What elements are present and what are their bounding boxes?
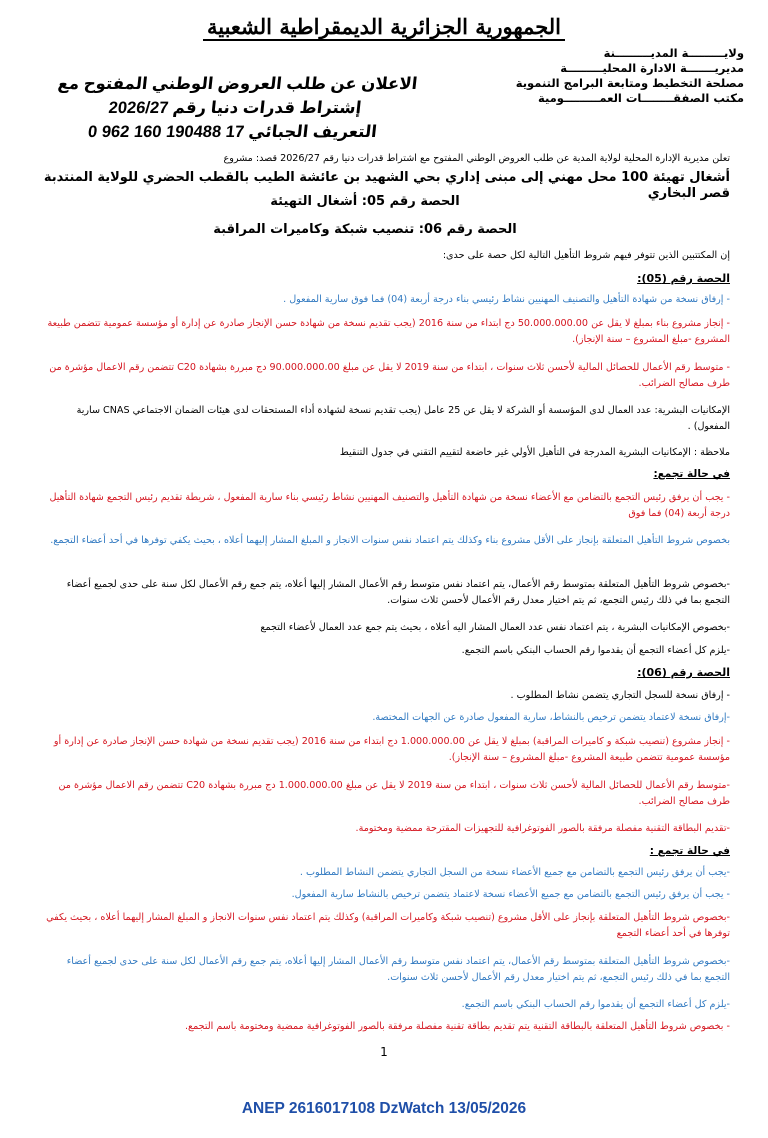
- lot05-group-item: -بخصوص شروط التأهيل المتعلقة بمتوسط رقم الأعمال، يتم اعتماد نفس متوسط رقم الأعمال المشار إليها أعلاه، يتم جمع رقم الأعمال لكل سنة على حدى لجميع أعضاء التجمع بما في ذلك رئيس التجمع، ثم يتم اختيار معدل رقم الأعمال لأحسن ثلاث سنوات.: [66, 579, 730, 606]
- lot05-item: - متوسط رقم الأعمال للحصائل المالية لأحسن ثلاث سنوات ، ابتداء من سنة 2019 لا يقل عن مبلغ 90.000.000.00 دج مبررة بشهادة C20 تتضمن رقم الاعمال مؤشرة من طرف مصالح الضرائب.: [49, 362, 730, 389]
- lot05-group-item: -بخصوص الإمكانيات البشرية ، يتم اعتماد نفس عدد العمال المشار اليه أعلاه ، بحيث يتم جمع عدد العمال لأعضاء التجمع: [260, 622, 730, 633]
- project-title: أشغال تهيئة 100 محل مهني إلى مبنى إداري بحي الشهيد بن عائشة الطيب بالقطب الحضري للولاية المنتدبة قصر البخاري: [43, 170, 730, 201]
- lot06-group-item: - بخصوص شروط التأهيل المتعلقة بالبطاقة التقنية يتم تقديم بطاقة تقنية مفصلة مرفقة بالصور الفوتوغرافية ممضية ومختومة باسم التجمع.: [184, 1021, 730, 1032]
- page-number: 1: [380, 1045, 388, 1059]
- lot06-item: - إرفاق نسخة للسجل التجاري يتضمن نشاط المطلوب .: [510, 690, 730, 701]
- lot05-group-item: - يجب أن يرفق رئيس التجمع بالتضامن مع الأعضاء نسخة من شهادة التأهيل والتصنيف المهنيين نشاط رئيسي بناء سارية المفعول ، شريطة تقديم رئيس التجمع شهادة التأهيل درجة أربعة (04) فما فوق: [49, 492, 730, 519]
- lot05-group-item: -يلزم كل أعضاء التجمع أن يقدموا رقم الحساب البنكي باسم التجمع.: [461, 645, 730, 656]
- intro-line: تعلن مديرية الإدارة المحلية لولاية المدية عن طلب العروض الوطني المفتوح مع اشتراط قدرات دنيا رقم 2026/27 قصد: مشروع: [223, 153, 730, 164]
- republic-title: الجمهورية الجزائرية الديمقراطية الشعبية: [0, 14, 768, 39]
- lot05-item: - إرفاق نسخة من شهادة التأهيل والتصنيف المهنيين نشاط رئيسي بناء درجة أربعة (04) فما فوق سارية المفعول .: [283, 294, 730, 305]
- lot06-item: -متوسط رقم الأعمال للحصائل المالية لأحسن ثلاث سنوات ، ابتداء من سنة 2019 لا يقل عن مبلغ 1.000.000.00 دج مبررة بشهادة C20 تتضمن رقم الاعمال مؤشرة من طرف مصالح الضرائب.: [58, 780, 730, 807]
- lot06-group-title: في حالة تجمع :: [649, 845, 730, 857]
- lot06-group-item: - يجب أن يرفق رئيس التجمع بالتضامن مع جميع الأعضاء نسخة لاعتماد يتضمن ترخيص بالنشاط سارية المفعول.: [291, 889, 730, 900]
- lot05-group-item: بخصوص شروط التأهيل المتعلقة بإنجاز على الأقل مشروع بناء وكذلك يتم اعتماد نفس سنوات الانجاز و المبلغ المشار إليهما أعلاه ، بحيث يكفي توفرها في أحد أعضاء التجمع.: [50, 535, 730, 546]
- lot06-title: الحصة رقم (06):: [637, 666, 730, 679]
- announcement-headline: [36, 72, 434, 144]
- lot06-group-item: -بخصوص شروط التأهيل المتعلقة بإنجاز على الأقل مشروع (تنصيب شبكة وكاميرات المراقبة) وكذلك يتم اعتماد نفس سنوات الانجاز و المبلغ المشار إليهما أعلاه ، بحيث يكفي توفرها في أحد أعضاء التجمع: [46, 912, 730, 939]
- lot06-group-item: -يلزم كل أعضاء التجمع أن يقدموا رقم الحساب البنكي باسم التجمع.: [461, 999, 730, 1010]
- admin-block: [484, 46, 744, 106]
- footer-reference: ANEP 2616017108 DzWatch 13/05/2026: [241, 1100, 527, 1117]
- lot06-group-item: -يجب أن يرفق رئيس التجمع بالتضامن مع جميع الأعضاء نسخة من السجل التجاري يتضمن النشاط المطلوب .: [299, 867, 730, 878]
- admin-line: مكتب الصفقــــــــات العمـــــــــومية: [538, 91, 744, 105]
- lot05-item: - إنجاز مشروع بناء بمبلغ لا يقل عن 50.000.000.00 دج ابتداء من سنة 2016 (يجب تقديم نسخة من شهادة حسن الإنجاز صادرة عن إدارة أو مؤسسة عمومية تتضمن طبيعة المشروع -مبلغ المشروع – سنة الإنجاز).: [47, 318, 730, 345]
- admin-line: مديريـــــــة الادارة المحليـــــــــة: [560, 61, 744, 75]
- lot06-item: - إنجاز مشروع (تنصيب شبكة و كاميرات المراقبة) بمبلغ لا يقل عن 1.000.000.00 دج ابتداء من سنة 2016 (يجب تقديم نسخة من شهادة حسن الإنجاز صادرة عن إدارة أو مؤسسة عمومية تتضمن طبيعة المشروع -مبلغ المشروع – سنة الإنجاز).: [53, 736, 730, 763]
- tax-id: التعريف الجبائي 17 190488 160 962 0: [87, 123, 378, 141]
- lot06-item: -إرفاق نسخة لاعتماد يتضمن ترخيص بالنشاط، سارية المفعول صادرة عن الجهات المختصة.: [372, 712, 730, 723]
- admin-line: مصلحة التخطيط ومتابعة البرامج التنموية: [515, 76, 744, 90]
- lot05-human-resources: الإمكانيات البشرية: عدد العمال لدى المؤسسة أو الشركة لا يقل عن 25 عامل (يجب تقديم نسخة لشهادة أداء المستحقات لدى هيئات الضمان الاجتماعي CNAS سارية المفعول) .: [76, 405, 730, 432]
- lot05-title: الحصة رقم (05):: [637, 272, 730, 285]
- lot06-group-item: -بخصوص شروط التأهيل المتعلقة بمتوسط رقم الأعمال، يتم اعتماد نفس متوسط رقم الأعمال المشار إليها أعلاه، يتم جمع رقم الأعمال لكل سنة على حدى لجميع أعضاء التجمع بما في ذلك رئيس التجمع، ثم يتم اختيار معدل رقم الأعمال لأحسن ثلاث سنوات.: [66, 956, 730, 983]
- headline-title: الاعلان عن طلب العروض الوطني المفتوح مع إشتراط قدرات دنيا رقم 2026/27: [56, 75, 419, 117]
- lot05-heading: الحصة رقم 05: أشغال التهيئة: [270, 194, 460, 209]
- lot05-note: ملاحظة : الإمكانيات البشرية المدرجة في التأهيل الأولي غير خاضعة لتقييم التقني في جدول التنقيط: [339, 447, 730, 458]
- lot06-heading: الحصة رقم 06: تنصيب شبكة وكاميرات المراقبة: [213, 222, 517, 237]
- conditions-intro: إن المكتتبين الذين تتوفر فيهم شروط التأهيل التالية لكل حصة على حدى:: [442, 250, 730, 261]
- lot06-item: -تقديم البطاقة التقنية مفصلة مرفقة بالصور الفوتوغرافية للتجهيزات المقترحة ممضية ومختومة.: [355, 823, 730, 834]
- lot05-group-title: في حالة تجمع:: [653, 468, 730, 480]
- admin-line: ولايـــــــــة المديـــــــــنة: [603, 46, 744, 60]
